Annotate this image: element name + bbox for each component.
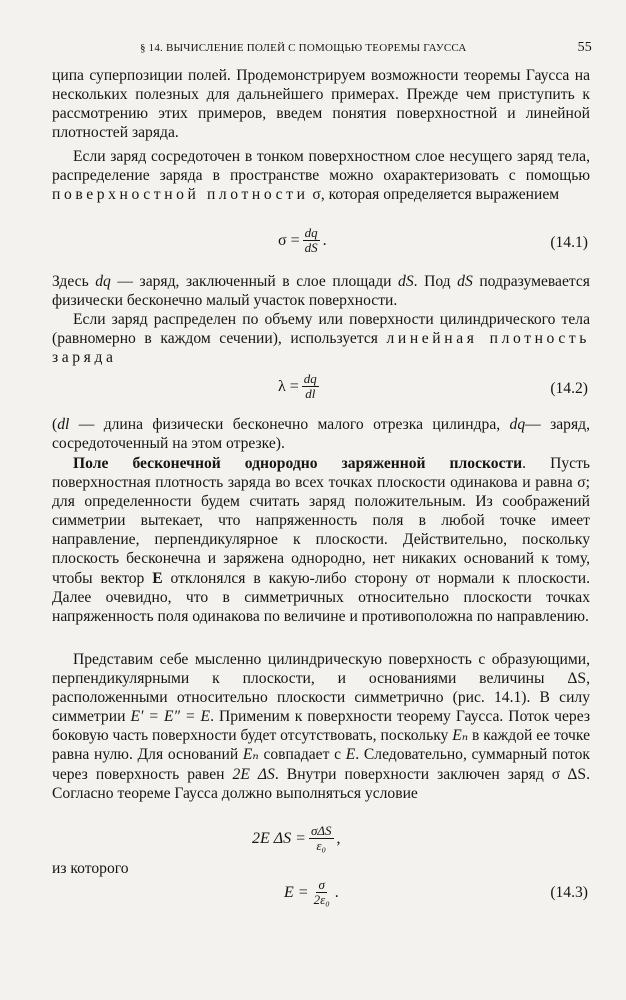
eq2-lhs: λ = <box>278 377 299 395</box>
section-title: § 14. ВЫЧИСЛЕНИЕ ПОЛЕЙ С ПОМОЩЬЮ ТЕОРЕМЫ ГАУССА <box>140 42 467 54</box>
eq3-numerator: σΔS <box>310 823 332 838</box>
eq3-denominator: ε₀ <box>316 838 327 853</box>
paragraph-7 <box>52 650 590 803</box>
paragraph-7-text-a: Представим себе мысленно цилиндрическую поверхность с образующими, перпендикулярными к плоскости, и основаниями величины ΔS, расположенными относительно плоскости симметрично (рис. 14.1). В силу симметрии <box>52 651 590 726</box>
paragraph-3 <box>52 272 590 310</box>
eq4-denominator: 2ε₀ <box>313 892 330 907</box>
eq2-numerator: dq <box>303 371 317 386</box>
linear-density-term: линейная плотность заряда <box>52 330 590 367</box>
eq3-lhs: 2E ΔS = <box>252 829 306 847</box>
paragraph-2 <box>52 147 590 204</box>
e-symbol: E <box>345 746 356 764</box>
paragraph-7-text-b: . Применим к поверхности теорему Гаусса. Поток через боковую часть поверхности будет отсутствовать, поскольку <box>52 708 590 745</box>
eq3-tail: , <box>336 829 341 847</box>
paragraph-7-text-d: совпадает с <box>258 746 346 764</box>
paragraph-6-text-a: . Пусть поверхностная плотность заряда во всех точках плоскости одинакова и равна σ; для определенности будем считать заряд положительным. Из соображений симметрии вытекает, что напряженность поля в любой точке имеет направление, перпендикулярное к плоскости. Действительно, поскольку плоскость бесконечна и заряжена однородно, нет никаких оснований к тому, чтобы вектор <box>52 455 590 587</box>
ds-symbol-2: dS <box>457 273 473 290</box>
equation-number-14-2: (14.2) <box>550 380 588 397</box>
running-header <box>140 40 592 58</box>
eq1-denominator: dS <box>304 240 318 255</box>
dl-symbol: dl <box>57 416 70 433</box>
dq-symbol: dq <box>95 273 111 290</box>
equation-14-2-formula <box>278 372 322 401</box>
eq4-numerator: σ <box>318 877 325 892</box>
paragraph-1-text: ципа суперпозиции полей. Продемонстрируем возможности теоремы Гаусса на нескольких полезных для дальнейшего примерах. Прежде чем приступить к рассмотрению этих примеров, введем понятия поверхностной и линейной плотностей заряда. <box>52 67 590 142</box>
paragraph-4 <box>52 310 590 367</box>
paragraph-6 <box>52 454 590 626</box>
en-symbol-2: Eₙ <box>242 746 259 764</box>
vector-e-symbol: E <box>152 569 163 587</box>
field-equality: E′ = E″ = E <box>130 708 211 726</box>
paragraph-5-text-a: — длина физически бесконечно малого отрезка цилиндра, <box>69 416 510 433</box>
equation-gauss-formula <box>252 824 341 853</box>
paragraph-2-text-a: Если заряд сосредоточен в тонком поверхностном слое несущего заряд тела, распределение заряда в пространстве можно охарактеризовать с помощью <box>52 148 590 185</box>
paragraph-5-open: ( <box>52 416 58 433</box>
paragraph-5-text-b: — заряд, сосредоточенный на этом отрезке). <box>52 416 590 453</box>
paragraph-2-text-b: σ, которая определяется выражением <box>308 186 560 204</box>
eq4-tail: . <box>334 883 339 901</box>
paragraph-3-text-d: подразумевается физически бесконечно малый участок поверхности. <box>52 273 590 310</box>
paragraph-4-text: Если заряд распределен по объему или поверхности цилиндрического тела (равномерно в каждом сечении), используется <box>52 311 590 348</box>
eq2-denominator: dl <box>305 386 316 401</box>
total-flux: 2E ΔS <box>232 765 275 783</box>
en-symbol: Eₙ <box>452 727 469 745</box>
eq3-fraction <box>309 824 334 853</box>
lead-in-text: из которого <box>52 860 129 877</box>
eq1-tail: . <box>322 231 327 249</box>
paragraph-6-text-b: отклонялся в какую-либо сторону от нормали к плоскости. Далее очевидно, что в симметричных относительно плоскости точках напряженность поля одинакова по величине и противоположна по направлению. <box>52 569 590 625</box>
eq1-fraction <box>303 226 320 255</box>
paragraph-3-text-b: — заряд, заключенный в слое площади <box>110 273 399 290</box>
paragraph-5 <box>52 415 590 453</box>
equation-14-1 <box>52 226 590 262</box>
paragraph-3-text-a: Здесь <box>52 273 96 290</box>
eq4-lhs: E = <box>284 883 309 901</box>
paragraph-3-text-c: . Под <box>413 273 458 290</box>
equation-14-1-formula <box>278 226 327 255</box>
paragraph-7-text-e: . Следовательно, суммарный поток через поверхность равен <box>52 746 591 783</box>
paragraph-7-text-f: . Внутри поверхности заключен заряд σ ΔS. Согласно теореме Гаусса должно выполняться условие <box>52 765 590 802</box>
eq1-numerator: dq <box>304 225 318 240</box>
eq2-fraction <box>302 372 319 401</box>
equation-14-3 <box>52 878 590 914</box>
eq4-fraction <box>312 878 332 907</box>
equation-number-14-3: (14.3) <box>550 884 588 901</box>
paragraph-7-text-c: в каждой ее точке равна нулю. Для оснований <box>52 727 590 764</box>
equation-gauss <box>52 824 590 860</box>
paragraph-1 <box>52 66 590 142</box>
page-number: 55 <box>577 40 592 55</box>
plane-heading: Поле бесконечной однородно заряженной плоскости <box>73 455 523 472</box>
equation-14-2 <box>52 372 590 408</box>
equation-14-3-formula <box>284 878 339 907</box>
surface-density-term: поверхностной плотности <box>52 186 309 204</box>
eq1-lhs: σ = <box>278 231 300 249</box>
dq-symbol-2: dq <box>509 416 526 433</box>
ds-symbol: dS <box>398 273 414 290</box>
equation-number-14-1: (14.1) <box>550 234 588 251</box>
